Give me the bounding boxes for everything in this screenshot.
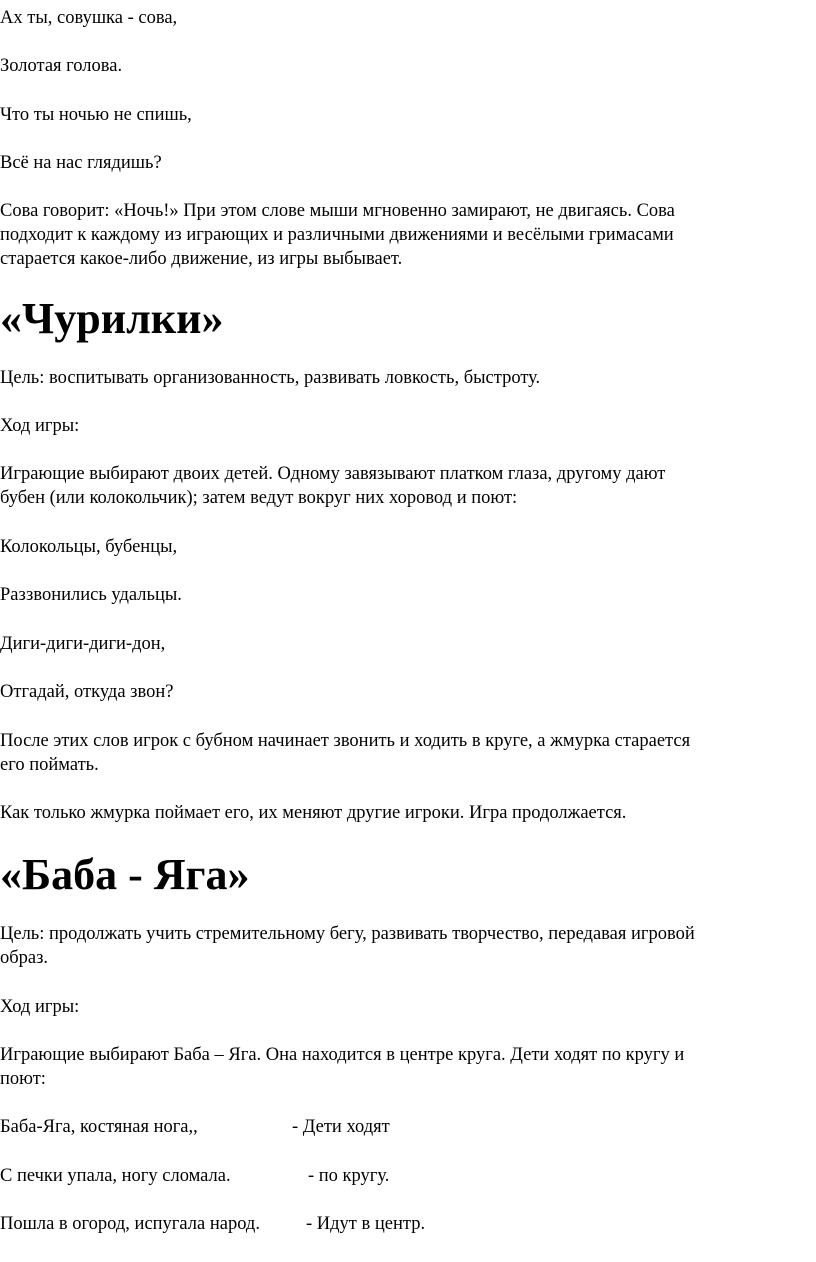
song-row <box>0 1115 390 1139</box>
rules-line: подходит к каждому из играющих и различными движениями и весёлыми гримасами <box>0 225 674 245</box>
song-line: Колокольцы, бубенцы, <box>0 537 178 557</box>
song-line: Отгадай, откуда звон? <box>0 682 174 702</box>
song-action: - Дети ходят <box>292 1117 390 1137</box>
song-row <box>0 1212 425 1236</box>
song-verse: Пошла в огород, испугала народ. <box>0 1214 260 1234</box>
after-line: его поймать. <box>0 755 99 775</box>
rules-line: старается какое-либо движение, из игры выбывает. <box>0 249 403 269</box>
song-verse: С печки упала, ногу сломала. <box>0 1166 231 1186</box>
course-label: Ход игры: <box>0 416 80 436</box>
intro-line: Играющие выбирают двоих детей. Одному завязывают платком глаза, другому дают <box>0 464 666 484</box>
game-title: «Чурилки» <box>0 294 224 343</box>
song-row <box>0 1164 389 1188</box>
song-line: Раззвонились удальцы. <box>0 585 182 605</box>
intro-line: поют: <box>0 1069 46 1089</box>
poem-line: Ах ты, совушка - сова, <box>0 8 178 28</box>
goal-line: образ. <box>0 948 49 968</box>
song-action: - Идут в центр. <box>306 1214 426 1234</box>
goal-text: Цель: воспитывать организованность, развивать ловкость, быстроту. <box>0 368 541 388</box>
song-verse: Баба-Яга, костяная нога,, <box>0 1117 198 1137</box>
goal-line: Цель: продолжать учить стремительному бегу, развивать творчество, передавая игровой <box>0 924 695 944</box>
poem-line: Что ты ночью не спишь, <box>0 105 192 125</box>
song-action: - по кругу. <box>308 1166 390 1186</box>
poem-line: Золотая голова. <box>0 56 123 76</box>
game-title: «Баба - Яга» <box>0 850 250 899</box>
end-text: Как только жмурка поймает его, их меняют другие игроки. Игра продолжается. <box>0 803 627 823</box>
song-line: Диги-диги-диги-дон, <box>0 634 166 654</box>
after-line: После этих слов игрок с бубном начинает звонить и ходить в круге, а жмурка старается <box>0 731 691 751</box>
course-label: Ход игры: <box>0 997 80 1017</box>
intro-line: Играющие выбирают Баба – Яга. Она находится в центре круга. Дети ходят по кругу и <box>0 1045 685 1065</box>
poem-line: Всё на нас глядишь? <box>0 153 162 173</box>
intro-line: бубен (или колокольчик); затем ведут вокруг них хоровод и поют: <box>0 488 518 508</box>
rules-line: Сова говорит: «Ночь!» При этом слове мыши мгновенно замирают, не двигаясь. Сова <box>0 201 675 221</box>
